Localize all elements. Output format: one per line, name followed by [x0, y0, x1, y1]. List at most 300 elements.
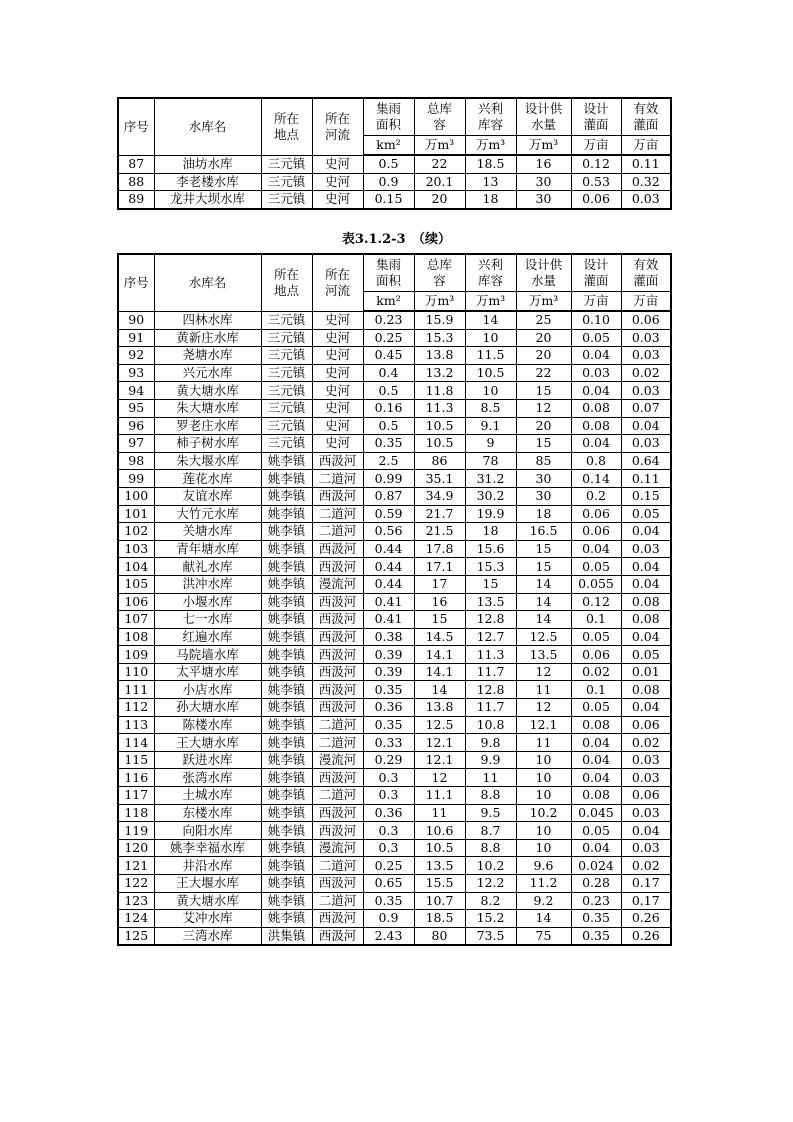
table-cell: 陈楼水库	[154, 716, 261, 734]
table-cell: 姚李镇	[261, 505, 312, 523]
table-row	[118, 769, 671, 787]
table-cell: 三元镇	[261, 311, 312, 329]
table-cell: 0.11	[621, 470, 671, 488]
table-cell: 0.03	[621, 435, 671, 453]
table-row	[118, 191, 671, 209]
table-cell: 120	[118, 839, 154, 857]
header-useful_cap: 兴利库容	[465, 98, 516, 136]
table-cell: 0.39	[363, 646, 414, 664]
table-cell: 12.1	[414, 734, 465, 752]
table-row	[118, 173, 671, 191]
table-cell: 12.7	[465, 628, 516, 646]
table-cell: 98	[118, 452, 154, 470]
table-cell: 10.5	[414, 417, 465, 435]
table-cell: 93	[118, 364, 154, 382]
table-cell: 102	[118, 523, 154, 541]
table-cell: 0.03	[621, 839, 671, 857]
table-cell: 柿子树水库	[154, 435, 261, 453]
table-cell: 112	[118, 699, 154, 717]
table-cell: 0.04	[571, 347, 621, 365]
table-cell: 15	[516, 540, 571, 558]
table-row	[118, 329, 671, 347]
header-river: 所在河流	[312, 254, 363, 311]
table-cell: 姚李镇	[261, 452, 312, 470]
table-cell: 西汲河	[312, 452, 363, 470]
table-cell: 0.17	[621, 875, 671, 893]
table-cell: 0.38	[363, 628, 414, 646]
table-cell: 0.05	[571, 699, 621, 717]
table-cell: 二道河	[312, 505, 363, 523]
table-cell: 0.04	[571, 734, 621, 752]
table-cell: 0.9	[363, 910, 414, 928]
table-cell: 0.36	[363, 699, 414, 717]
table-cell: 0.35	[571, 910, 621, 928]
unit-useful_cap: 万m³	[465, 292, 516, 312]
table-cell: 王大塘水库	[154, 734, 261, 752]
table-cell: 11	[414, 804, 465, 822]
table-cell: 朱大塘水库	[154, 399, 261, 417]
table-cell: 0.04	[621, 628, 671, 646]
table-cell: 0.03	[621, 769, 671, 787]
table-cell: 0.26	[621, 910, 671, 928]
table-cell: 姚李镇	[261, 593, 312, 611]
table-cell: 10	[516, 822, 571, 840]
header-seq: 序号	[118, 254, 154, 311]
table-cell: 姚李镇	[261, 751, 312, 769]
table-cell: 0.14	[571, 470, 621, 488]
header-design_irr: 设计灌面	[571, 254, 621, 292]
table-row	[118, 716, 671, 734]
table-cell: 125	[118, 927, 154, 945]
table-cell: 李老楼水库	[154, 173, 261, 191]
table-row	[118, 681, 671, 699]
table-cell: 0.25	[363, 329, 414, 347]
table-cell: 0.06	[571, 523, 621, 541]
table-cell: 莲花水库	[154, 470, 261, 488]
table-row	[118, 435, 671, 453]
table-row	[118, 452, 671, 470]
table-cell: 15	[516, 435, 571, 453]
table-cell: 0.045	[571, 804, 621, 822]
table-cell: 0.23	[571, 892, 621, 910]
table-row	[118, 628, 671, 646]
table-cell: 14.1	[414, 663, 465, 681]
header-location: 所在地点	[261, 254, 312, 311]
table-cell: 0.35	[363, 681, 414, 699]
table-cell: 11.7	[465, 699, 516, 717]
table-cell: 15.5	[414, 875, 465, 893]
header-catchment: 集雨面积	[363, 254, 414, 292]
table-cell: 0.04	[621, 822, 671, 840]
table-cell: 0.44	[363, 575, 414, 593]
table-cell: 2.5	[363, 452, 414, 470]
table-cell: 姚李镇	[261, 787, 312, 805]
table-cell: 0.23	[363, 311, 414, 329]
table-row	[118, 487, 671, 505]
table-cell: 0.06	[571, 646, 621, 664]
table-cell: 25	[516, 311, 571, 329]
table-cell: 0.35	[363, 716, 414, 734]
table-cell: 尧塘水库	[154, 347, 261, 365]
table-cell: 80	[414, 927, 465, 945]
table-cell: 0.4	[363, 364, 414, 382]
table-cell: 90	[118, 311, 154, 329]
table-cell: 龙井大坝水库	[154, 191, 261, 209]
table-cell: 12.8	[465, 681, 516, 699]
table-cell: 15.2	[465, 910, 516, 928]
table-cell: 13	[465, 173, 516, 191]
table-cell: 9.8	[465, 734, 516, 752]
table-row	[118, 399, 671, 417]
table-row	[118, 804, 671, 822]
table-cell: 0.04	[571, 839, 621, 857]
table-cell: 0.06	[571, 505, 621, 523]
table-cell: 0.16	[363, 399, 414, 417]
table-cell: 0.64	[621, 452, 671, 470]
table-cell: 献礼水库	[154, 558, 261, 576]
table-cell: 13.8	[414, 699, 465, 717]
table-cell: 0.29	[363, 751, 414, 769]
table-cell: 111	[118, 681, 154, 699]
table-row	[118, 787, 671, 805]
table-cell: 黄大塘水库	[154, 382, 261, 400]
table-cell: 97	[118, 435, 154, 453]
table-cell: 0.35	[363, 892, 414, 910]
table-cell: 11.1	[414, 787, 465, 805]
table-cell: 17.1	[414, 558, 465, 576]
table-cell: 0.87	[363, 487, 414, 505]
table-row	[118, 155, 671, 173]
unit-design_irr: 万亩	[571, 136, 621, 156]
table-row	[118, 734, 671, 752]
table-cell: 0.024	[571, 857, 621, 875]
table-cell: 0.06	[621, 716, 671, 734]
table-cell: 姚李幸福水库	[154, 839, 261, 857]
table-cell: 漫流河	[312, 575, 363, 593]
table-cell: 11	[516, 734, 571, 752]
table-row	[118, 347, 671, 365]
table-cell: 0.3	[363, 769, 414, 787]
table-cell: 14.5	[414, 628, 465, 646]
table-row	[118, 470, 671, 488]
table-cell: 0.05	[621, 505, 671, 523]
table-cell: 13.5	[414, 857, 465, 875]
table-cell: 117	[118, 787, 154, 805]
table-cell: 姚李镇	[261, 523, 312, 541]
table-cell: 12.2	[465, 875, 516, 893]
table-row	[118, 593, 671, 611]
table-cell: 13.5	[465, 593, 516, 611]
table-cell: 18	[516, 505, 571, 523]
table-cell: 20	[516, 329, 571, 347]
table-cell: 0.03	[621, 191, 671, 209]
table-cell: 9.9	[465, 751, 516, 769]
table-cell: 8.5	[465, 399, 516, 417]
table-cell: 107	[118, 611, 154, 629]
table-row	[118, 875, 671, 893]
table-cell: 11.7	[465, 663, 516, 681]
table-cell: 122	[118, 875, 154, 893]
table-cell: 21.5	[414, 523, 465, 541]
table-cell: 113	[118, 716, 154, 734]
table-cell: 0.39	[363, 663, 414, 681]
table-row	[118, 927, 671, 945]
table-cell: 史河	[312, 382, 363, 400]
table-cell: 10.5	[414, 839, 465, 857]
table-cell: 124	[118, 910, 154, 928]
table-cell: 0.59	[363, 505, 414, 523]
table-cell: 0.03	[621, 540, 671, 558]
table-cell: 三元镇	[261, 364, 312, 382]
table-cell: 0.36	[363, 804, 414, 822]
table-row	[118, 910, 671, 928]
table-cell: 史河	[312, 329, 363, 347]
table-cell: 30.2	[465, 487, 516, 505]
table-cell: 0.02	[621, 364, 671, 382]
table-cell: 8.2	[465, 892, 516, 910]
table-cell: 西汲河	[312, 699, 363, 717]
table-cell: 二道河	[312, 787, 363, 805]
header-useful_cap: 兴利库容	[465, 254, 516, 292]
table-cell: 14	[516, 910, 571, 928]
table-cell: 0.11	[621, 155, 671, 173]
table-cell: 14	[516, 611, 571, 629]
table-cell: 姚李镇	[261, 716, 312, 734]
table-cell: 18	[465, 191, 516, 209]
table-cell: 101	[118, 505, 154, 523]
table-cell: 10	[465, 382, 516, 400]
table-cell: 小店水库	[154, 681, 261, 699]
table-cell: 0.05	[571, 628, 621, 646]
table-cell: 0.41	[363, 611, 414, 629]
table-cell: 三元镇	[261, 347, 312, 365]
header-eff_irr: 有效灌面	[621, 254, 671, 292]
header-seq: 序号	[118, 98, 154, 155]
unit-eff_irr: 万亩	[621, 136, 671, 156]
table-cell: 11	[516, 681, 571, 699]
table-cell: 0.53	[571, 173, 621, 191]
table-cell: 15	[465, 575, 516, 593]
unit-design_irr: 万亩	[571, 292, 621, 312]
table-cell: 姚李镇	[261, 910, 312, 928]
table-cell: 15	[516, 382, 571, 400]
table-cell: 艾冲水库	[154, 910, 261, 928]
header-eff_irr: 有效灌面	[621, 98, 671, 136]
table-cell: 史河	[312, 364, 363, 382]
table-cell: 朱大堰水库	[154, 452, 261, 470]
header-design_irr: 设计灌面	[571, 98, 621, 136]
table-cell: 9.2	[516, 892, 571, 910]
table-cell: 姚李镇	[261, 734, 312, 752]
table-cell: 11.5	[465, 347, 516, 365]
table-cell: 史河	[312, 347, 363, 365]
table-cell: 关塘水库	[154, 523, 261, 541]
table-cell: 马院墙水库	[154, 646, 261, 664]
table-cell: 西汲河	[312, 804, 363, 822]
table-cell: 0.03	[621, 347, 671, 365]
table-cell: 0.06	[621, 311, 671, 329]
table-cell: 123	[118, 892, 154, 910]
table-cell: 121	[118, 857, 154, 875]
table-cell: 0.5	[363, 382, 414, 400]
table-cell: 10.5	[414, 435, 465, 453]
table-cell: 12.1	[414, 751, 465, 769]
table-cell: 三元镇	[261, 155, 312, 173]
table-cell: 0.33	[363, 734, 414, 752]
table-cell: 88	[118, 173, 154, 191]
unit-total_cap: 万m³	[414, 136, 465, 156]
table-cell: 姚李镇	[261, 822, 312, 840]
table-cell: 14	[465, 311, 516, 329]
table-cell: 姚李镇	[261, 699, 312, 717]
table-cell: 13.8	[414, 347, 465, 365]
table-cell: 31.2	[465, 470, 516, 488]
table-row	[118, 505, 671, 523]
header-supply: 设计供水量	[516, 98, 571, 136]
table-cell: 0.08	[621, 681, 671, 699]
table-cell: 14	[414, 681, 465, 699]
table-cell: 史河	[312, 399, 363, 417]
table-cell: 黄新庄水库	[154, 329, 261, 347]
table-cell: 0.04	[571, 751, 621, 769]
table-cell: 史河	[312, 435, 363, 453]
table-cell: 0.35	[571, 927, 621, 945]
table-cell: 西汲河	[312, 558, 363, 576]
table-cell: 西汲河	[312, 681, 363, 699]
table-cell: 0.15	[363, 191, 414, 209]
table-row	[118, 364, 671, 382]
table-cell: 0.02	[621, 734, 671, 752]
table-row	[118, 558, 671, 576]
table-cell: 0.04	[571, 540, 621, 558]
table-cell: 0.35	[363, 435, 414, 453]
table-cell: 洪集镇	[261, 927, 312, 945]
table-cell: 20	[516, 347, 571, 365]
table-cell: 青年塘水库	[154, 540, 261, 558]
table-row	[118, 892, 671, 910]
table-row	[118, 857, 671, 875]
table-cell: 三湾水库	[154, 927, 261, 945]
table-cell: 14	[516, 593, 571, 611]
table-cell: 14	[516, 575, 571, 593]
table-cell: 9.1	[465, 417, 516, 435]
table-cell: 姚李镇	[261, 611, 312, 629]
table-cell: 姚李镇	[261, 892, 312, 910]
table-cell: 10.5	[465, 364, 516, 382]
table-cell: 16	[414, 593, 465, 611]
table-cell: 10	[465, 329, 516, 347]
table-row	[118, 611, 671, 629]
unit-catchment: km²	[363, 292, 414, 312]
table-cell: 二道河	[312, 734, 363, 752]
table-cell: 0.04	[621, 575, 671, 593]
table-cell: 10	[516, 769, 571, 787]
table-cell: 100	[118, 487, 154, 505]
table-cell: 0.03	[621, 804, 671, 822]
table-cell: 92	[118, 347, 154, 365]
unit-eff_irr: 万亩	[621, 292, 671, 312]
unit-total_cap: 万m³	[414, 292, 465, 312]
table-cell: 99	[118, 470, 154, 488]
table-cell: 12.1	[516, 716, 571, 734]
table-cell: 14.1	[414, 646, 465, 664]
table-cell: 12	[516, 663, 571, 681]
table-cell: 0.055	[571, 575, 621, 593]
table-row	[118, 699, 671, 717]
table-cell: 73.5	[465, 927, 516, 945]
table-cell: 西汲河	[312, 927, 363, 945]
table-cell: 0.05	[621, 646, 671, 664]
table-cell: 0.15	[621, 487, 671, 505]
table-cell: 姚李镇	[261, 681, 312, 699]
table-cell: 30	[516, 470, 571, 488]
table-cell: 0.04	[571, 382, 621, 400]
table-cell: 油坊水库	[154, 155, 261, 173]
table-cell: 0.06	[571, 191, 621, 209]
table-cell: 三元镇	[261, 173, 312, 191]
table-cell: 二道河	[312, 470, 363, 488]
header-location: 所在地点	[261, 98, 312, 155]
table-cell: 0.08	[571, 399, 621, 417]
table-cell: 0.04	[571, 435, 621, 453]
table-cell: 10	[516, 751, 571, 769]
table-cell: 姚李镇	[261, 628, 312, 646]
table-cell: 西汲河	[312, 593, 363, 611]
table-cell: 史河	[312, 311, 363, 329]
table-cell: 0.25	[363, 857, 414, 875]
table-cell: 西汲河	[312, 540, 363, 558]
table-cell: 30	[516, 487, 571, 505]
table-cell: 二道河	[312, 716, 363, 734]
table-cell: 红遍水库	[154, 628, 261, 646]
table-cell: 黄大塘水库	[154, 892, 261, 910]
table-cell: 洪冲水库	[154, 575, 261, 593]
table-cell: 105	[118, 575, 154, 593]
table-cell: 0.1	[571, 611, 621, 629]
table-cell: 友谊水库	[154, 487, 261, 505]
table-cell: 12	[516, 699, 571, 717]
table-cell: 0.04	[621, 699, 671, 717]
table-cell: 15	[516, 558, 571, 576]
table-cell: 兴元水库	[154, 364, 261, 382]
table-cell: 二道河	[312, 523, 363, 541]
table-cell: 22	[516, 364, 571, 382]
table-cell: 114	[118, 734, 154, 752]
table-cell: 20	[516, 417, 571, 435]
table-cell: 0.03	[621, 751, 671, 769]
table-cell: 20	[414, 191, 465, 209]
table-cell: 0.56	[363, 523, 414, 541]
table-cell: 二道河	[312, 857, 363, 875]
table-cell: 西汲河	[312, 663, 363, 681]
table-cell: 110	[118, 663, 154, 681]
table-row	[118, 523, 671, 541]
table-cell: 0.5	[363, 155, 414, 173]
table-cell: 史河	[312, 417, 363, 435]
table-cell: 0.01	[621, 663, 671, 681]
table-cell: 井沿水库	[154, 857, 261, 875]
table-cell: 0.2	[571, 487, 621, 505]
header-name: 水库名	[154, 98, 261, 155]
table-row	[118, 822, 671, 840]
header-total_cap: 总库容	[414, 98, 465, 136]
table-cell: 13.5	[516, 646, 571, 664]
table-cell: 109	[118, 646, 154, 664]
table-cell: 孙大塘水库	[154, 699, 261, 717]
table-cell: 0.06	[621, 787, 671, 805]
table-row	[118, 382, 671, 400]
table-cell: 三元镇	[261, 382, 312, 400]
